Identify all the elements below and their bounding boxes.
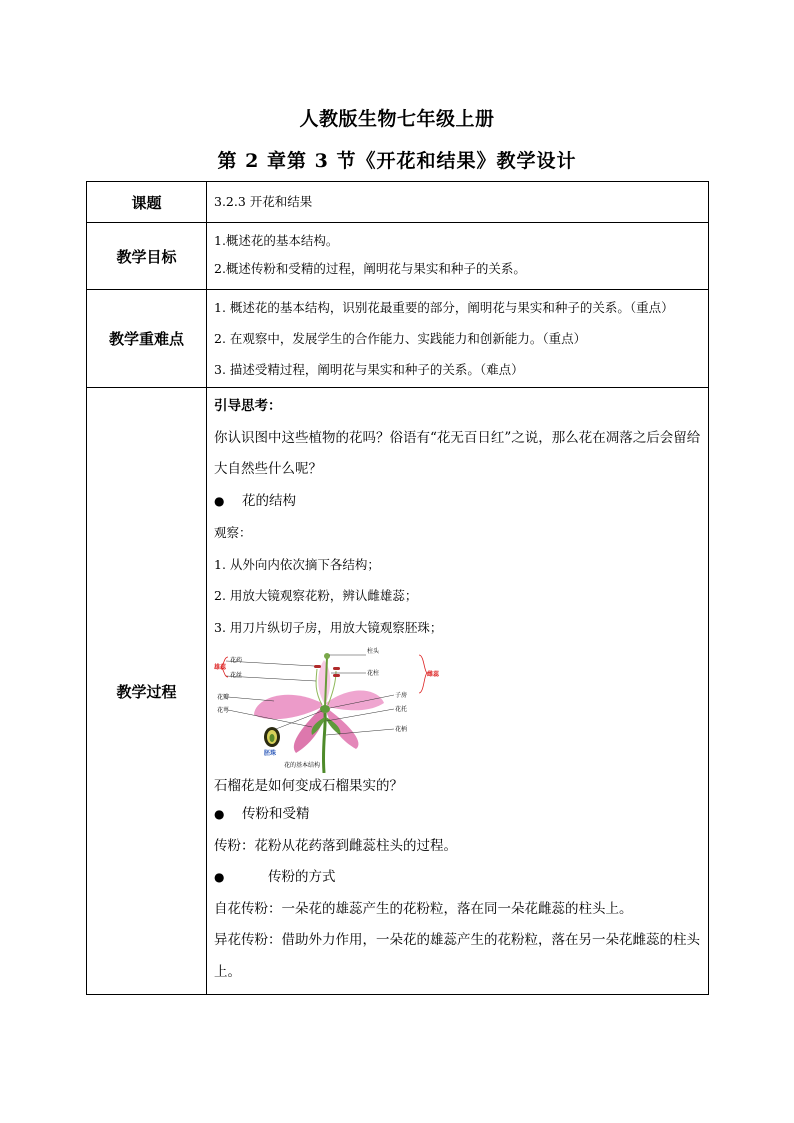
section-pollination-methods: ● 传粉的方式 <box>214 862 702 894</box>
diagram-label-sepal: 花萼 <box>217 707 230 714</box>
guide-heading: 引导思考： <box>214 398 282 414</box>
self-pollination-text: 自花传粉：一朵花的雄蕊产生的花粉粒，落在同一朵花雌蕊的柱头上。 <box>214 900 633 917</box>
table-row-key-points <box>87 290 709 388</box>
section-flower-structure: ● 花的结构 <box>214 486 702 518</box>
diagram-label-pedicel: 花柄 <box>395 726 408 733</box>
bullet-icon: ● <box>214 807 225 821</box>
key-point-item: 1. 概述花的基本结构，识别花最重要的部分，阐明花与果实和种子的关系。（重点） <box>214 300 674 315</box>
key-points-label: 教学重难点 <box>87 290 207 388</box>
guide-text: 你认识图中这些植物的花吗？俗语有“花无百日红”之说，那么花在凋落之后会留给大自然些什么呢？ <box>214 429 701 477</box>
objective-item: 2.概述传粉和受精的过程，阐明花与果实和种子的关系。 <box>214 261 526 276</box>
key-point-item: 2. 在观察中，发展学生的合作能力、实践能力和创新能力。（重点） <box>214 331 587 346</box>
cross-pollination-text: 异花传粉：借助外力作用，一朵花的雄蕊产生的花粉粒，落在另一朵花雌蕊的柱头上。 <box>214 932 700 980</box>
question-text: 石榴花是如何变成石榴果实的？ <box>214 778 403 794</box>
diagram-label-petal: 花瓣 <box>217 694 230 701</box>
lesson-plan-table <box>86 181 709 995</box>
diagram-label-style: 花柱 <box>367 670 380 677</box>
ovule-illustration <box>264 727 280 747</box>
flower-structure-diagram <box>214 645 439 773</box>
diagram-label-ovary: 子房 <box>395 692 408 699</box>
step-item: 2. 用放大镜观察花粉，辨认雌雄蕊； <box>214 588 418 603</box>
diagram-label-ovule: 胚珠 <box>264 750 277 757</box>
key-points-content <box>207 290 709 388</box>
diagram-label-pistil: 雌蕊 <box>427 671 439 678</box>
diagram-label-anther: 花药 <box>230 657 243 664</box>
bullet-icon: ● <box>214 870 225 884</box>
diagram-label-filament: 花丝 <box>230 672 243 679</box>
diagram-label-stigma: 柱头 <box>367 648 380 655</box>
process-content <box>207 388 709 995</box>
diagram-label-receptacle: 花托 <box>395 706 408 713</box>
table-row-topic <box>87 182 709 223</box>
diagram-label-stamen: 雄蕊 <box>214 664 227 671</box>
table-row-process <box>87 388 709 995</box>
topic-value: 3.2.3 开花和结果 <box>207 182 709 223</box>
section-pollination: ● 传粉和受精 <box>214 799 702 831</box>
process-label: 教学过程 <box>87 388 207 995</box>
key-point-item: 3. 描述受精过程，阐明花与果实和种子的关系。（难点） <box>214 362 524 377</box>
topic-label: 课题 <box>87 182 207 223</box>
step-item: 1. 从外向内依次摘下各结构； <box>214 556 380 572</box>
step-item: 3. 用刀片纵切子房，用放大镜观察胚珠； <box>214 619 443 635</box>
objective-item: 1.概述花的基本结构。 <box>214 233 339 248</box>
pollination-definition: 传粉：花粉从花药落到雌蕊柱头的过程。 <box>214 837 457 854</box>
objectives-content <box>207 223 709 290</box>
table-row-objectives <box>87 223 709 290</box>
diagram-caption: 花的基本结构 <box>284 762 321 769</box>
bullet-icon: ● <box>214 493 225 508</box>
observe-label: 观察： <box>214 525 252 540</box>
document-title: 人教版生物七年级上册 <box>299 108 495 130</box>
document-subtitle: 第 2 章第 3 节《开花和结果》教学设计 <box>217 150 577 172</box>
objectives-label: 教学目标 <box>87 223 207 290</box>
